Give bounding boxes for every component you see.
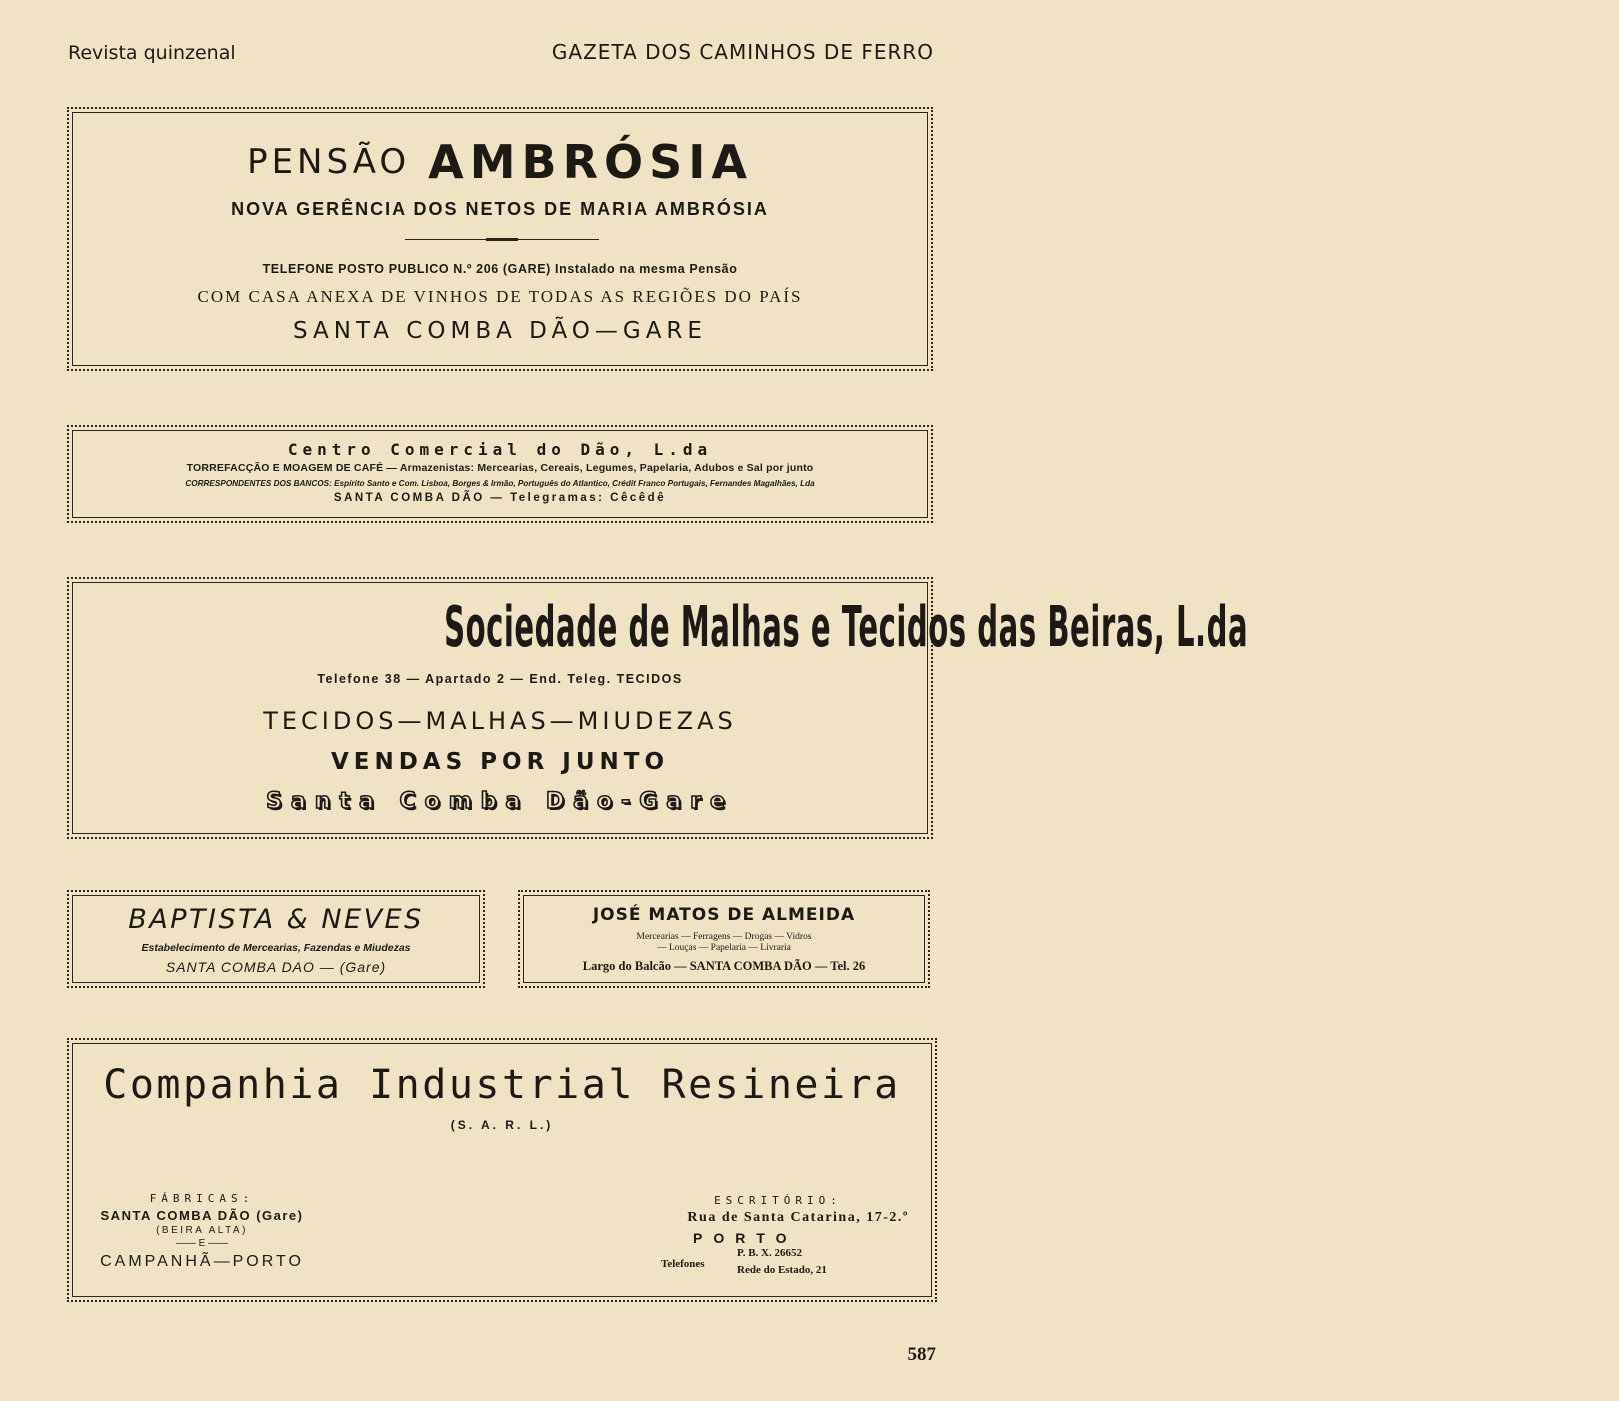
ad3-sales: VENDAS POR JUNTO bbox=[330, 749, 670, 775]
ad1-wines: COM CASA ANEXA DE VINHOS DE TODAS AS REGIÕES DO PAÍS bbox=[197, 287, 803, 306]
ad1-title bbox=[73, 135, 927, 191]
ad5-line1: Mercearias — Ferragens — Drogas — Vidros bbox=[636, 932, 812, 942]
ad6-and bbox=[93, 1238, 311, 1249]
ad-baptista-neves bbox=[72, 895, 480, 983]
ad1-title-b: AMBRÓSIA bbox=[428, 135, 753, 189]
ad6-factory2: CAMPANHÃ—PORTO bbox=[100, 1253, 304, 1270]
ad-sociedade-malhas bbox=[72, 582, 1249, 834]
ad6-office-addr: Rua de Santa Catarina, 17-2.º bbox=[687, 1210, 909, 1225]
ad6-phone1: P. B. X. 26652 bbox=[737, 1247, 802, 1259]
ad3-name-wrap bbox=[73, 595, 1249, 665]
ad3-location: Santa Comba Dão-Gare bbox=[266, 789, 734, 814]
ad1-divider-center bbox=[486, 238, 518, 241]
ad2-line3: SANTA COMBA DÃO — Telegramas: Cêcêdê bbox=[333, 492, 667, 504]
ad6-and-rule-right: —— bbox=[208, 1238, 229, 1249]
ad6-factories bbox=[93, 1192, 311, 1271]
ad6-factory1: SANTA COMBA DÃO (Gare) bbox=[100, 1208, 304, 1223]
ad-pensao-ambrosia bbox=[72, 112, 928, 366]
ad1-phone: TELEFONE POSTO PUBLICO N.º 206 (GARE) Instalado na mesma Pensão bbox=[262, 262, 738, 276]
ad4-name: BAPTISTA & NEVES bbox=[128, 904, 424, 935]
ad5-line3: Largo do Balcão — SANTA COMBA DÃO — Tel. 26 bbox=[582, 959, 866, 973]
ad-companhia-resineira bbox=[72, 1043, 932, 1297]
ad6-sarl: (S. A. R. L.) bbox=[450, 1118, 554, 1132]
ad6-office-label: ESCRITÓRIO: bbox=[714, 1194, 842, 1207]
ad4-desc: Estabelecimento de Mercearias, Fazendas e Miudezas bbox=[141, 942, 411, 954]
ad1-title-a: PENSÃO bbox=[247, 142, 411, 182]
ad6-factories-label: FÁBRICAS: bbox=[149, 1192, 255, 1205]
ad6-and-rule-left: —— bbox=[175, 1238, 196, 1249]
header-right: GAZETA DOS CAMINHOS DE FERRO bbox=[551, 40, 934, 64]
ad-centro-comercial bbox=[72, 430, 928, 518]
ad5-line2: — Louças — Papelaria — Livraria bbox=[657, 943, 791, 953]
ad6-office-city: PORTO bbox=[693, 1230, 798, 1246]
page-number: 587 bbox=[907, 1344, 936, 1365]
ad2-line2: CORRESPONDENTES DOS BANCOS: Espírito Santo e Com. Lisboa, Borges & Irmão, Português do Atlantico, Crédit Franco Portugais, Fernandes Magalhães, Lda bbox=[185, 479, 815, 488]
ad3-contact: Telefone 38 — Apartado 2 — End. Teleg. TECIDOS bbox=[317, 672, 683, 686]
ad6-office bbox=[621, 1194, 921, 1276]
ad6-factory1-region: (BEIRA ALTA) bbox=[156, 1225, 248, 1236]
ad6-phones-label: Telefones bbox=[661, 1258, 705, 1270]
ad5-name: JOSÉ MATOS DE ALMEIDA bbox=[592, 905, 856, 925]
ad6-phone2: Rede do Estado, 21 bbox=[737, 1264, 827, 1276]
header-left: Revista quinzenal bbox=[68, 42, 236, 64]
ad-jose-matos bbox=[523, 895, 925, 983]
ad3-goods: TECIDOS—MALHAS—MIUDEZAS bbox=[263, 707, 737, 735]
ad6-and-text: E bbox=[198, 1238, 206, 1249]
ad2-line1: TORREFACÇÃO E MOAGEM DE CAFÉ — Armazenistas: Mercearias, Cereais, Legumes, Papelaria, Adubos e Sal por junto bbox=[186, 462, 814, 474]
ad1-location: SANTA COMBA DÃO—GARE bbox=[293, 318, 707, 344]
ad4-location: SANTA COMBA DAO — (Gare) bbox=[165, 959, 387, 975]
ad3-name: Sociedade de Malhas e Tecidos das Beiras, L.da bbox=[444, 595, 1249, 660]
ad2-name: Centro Comercial do Dão, L.da bbox=[287, 440, 713, 459]
ad1-subtitle: NOVA GERÊNCIA DOS NETOS DE MARIA AMBRÓSIA bbox=[231, 199, 769, 219]
ad6-name: Companhia Industrial Resineira bbox=[103, 1062, 901, 1108]
